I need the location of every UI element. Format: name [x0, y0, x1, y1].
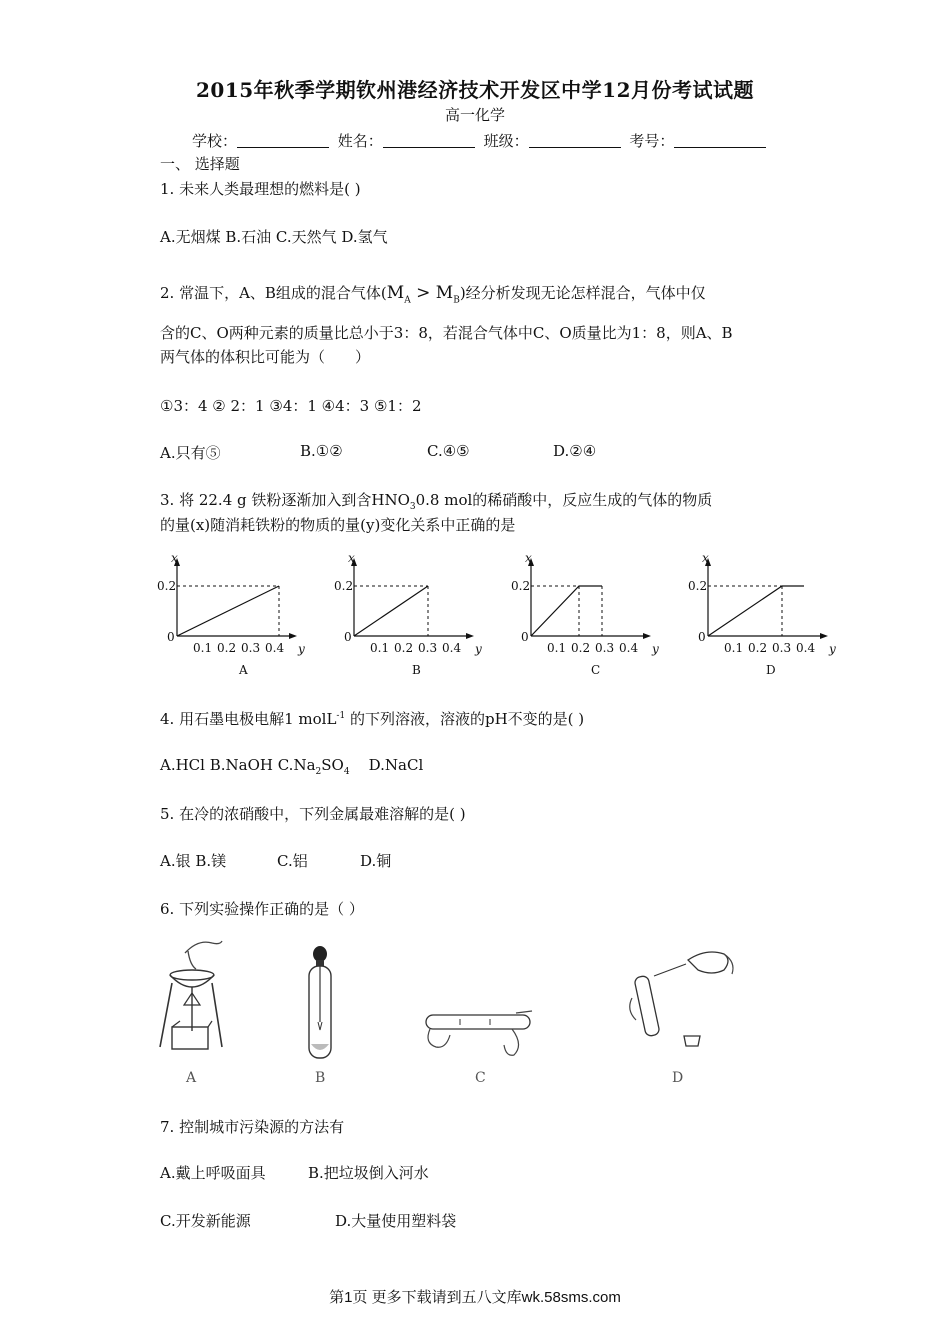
graph-b-origin: 0 [344, 630, 352, 644]
graph-c-y-label: y [652, 642, 659, 656]
question-7-stem: 7. 控制城市污染源的方法有 [160, 1118, 345, 1136]
graph-b-curve [354, 586, 428, 636]
student-info-row [192, 130, 770, 151]
question-7-option-d: D.大量使用塑料袋 [335, 1212, 457, 1230]
graph-b-y-label: y [475, 642, 482, 656]
graph-c-tick-2: 0.2 [571, 641, 591, 655]
question-2-option-b: B.①② [300, 442, 343, 460]
graph-b-tick-3: 0.3 [418, 641, 438, 655]
graph-a-tick-2: 0.2 [217, 641, 237, 655]
graph-d-y-label: y [829, 642, 836, 656]
graph-c-curve [531, 586, 602, 636]
graph-c-tick-1: 0.1 [547, 641, 567, 655]
graph-d-label: D [766, 663, 776, 677]
graph-d-origin: 0 [698, 630, 706, 644]
graph-d-x-label: x [702, 551, 709, 565]
question-7-option-a: A.戴上呼吸面具 [160, 1164, 266, 1182]
graph-a-tick-1: 0.1 [193, 641, 213, 655]
experiment-label-a: A [186, 1070, 197, 1086]
school-label: 学校： [192, 132, 238, 150]
graph-b-x-label: x [348, 551, 355, 565]
graph-c-label: C [591, 663, 601, 677]
graph-a-x-label: x [171, 551, 178, 565]
graph-c-y-arrow [643, 633, 651, 639]
graph-a [155, 550, 335, 680]
question-6-stem: 6. 下列实验操作正确的是（ ） [160, 900, 364, 918]
graph-c-y-tick: 0.2 [511, 579, 531, 593]
graph-b-tick-2: 0.2 [394, 641, 414, 655]
graph-d-tick-2: 0.2 [748, 641, 768, 655]
graph-d-tick-1: 0.1 [724, 641, 744, 655]
graph-a-curve [177, 586, 279, 636]
graph-b-y-arrow [466, 633, 474, 639]
graph-d-curve [708, 586, 804, 636]
graph-c [509, 550, 689, 680]
question-5-stem: 5. 在冷的浓硝酸中，下列金属最难溶解的是( ) [160, 805, 466, 823]
graph-b [332, 550, 512, 680]
graph-c-tick-4: 0.4 [619, 641, 639, 655]
pouring-liquid-illustration [628, 940, 738, 1050]
graph-c-x-label: x [525, 551, 532, 565]
question-5-options-ab: A.银 B.镁 [160, 852, 227, 870]
question-2-option-c: C.④⑤ [427, 442, 470, 460]
question-2-choices: ①3：4 ② 2：1 ③4：1 ④4：3 ⑤1：2 [160, 397, 422, 415]
graph-d-tick-4: 0.4 [796, 641, 816, 655]
question-2-option-a: A.只有⑤ [160, 444, 221, 462]
class-label: 班级： [483, 132, 529, 150]
graph-d-tick-3: 0.3 [772, 641, 792, 655]
graph-b-tick-4: 0.4 [442, 641, 462, 655]
question-2-option-d: D.②④ [553, 442, 597, 460]
question-5-option-d: D.铜 [360, 852, 392, 870]
graph-c-tick-3: 0.3 [595, 641, 615, 655]
question-7-option-c: C.开发新能源 [160, 1212, 251, 1230]
experiment-label-b: B [315, 1070, 326, 1086]
question-5-option-c: C.铝 [277, 852, 308, 870]
graph-a-y-arrow [289, 633, 297, 639]
question-4-stem: 4. 用石墨电极电解1 molL$^{-1}$ 的下列溶液，溶液的pH不变的是( ) [160, 710, 585, 728]
graph-c-svg [509, 550, 689, 680]
name-label: 姓名： [337, 132, 383, 150]
graph-d-y-arrow [820, 633, 828, 639]
graph-b-y-tick: 0.2 [334, 579, 354, 593]
exam-number-label: 考号： [629, 132, 675, 150]
question-1-options: A.无烟煤 B.石油 C.天然气 D.氢气 [160, 228, 388, 246]
graph-d-svg [686, 550, 866, 680]
graph-b-tick-1: 0.1 [370, 641, 390, 655]
experiment-label-c: C [475, 1070, 486, 1086]
page-footer: 第1页 更多下载请到五八文库wk.58sms.com [329, 1289, 621, 1306]
question-1-stem: 1. 未来人类最理想的燃料是( ) [160, 180, 361, 198]
question-2-stem-line3: 两气体的体积比可能为（ ） [160, 348, 371, 366]
graph-d [686, 550, 866, 680]
question-7-option-b: B.把垃圾倒入河水 [308, 1164, 429, 1182]
question-3-stem-line1: 3. 将 22.4 g 铁粉逐渐加入到含$HNO_30.8$ mol的稀硝酸中，反应生成的气体的物质 [160, 491, 713, 512]
question-2-stem-line1: 2. 常温下，A、B组成的混合气体$(M_A > M_B)$经分析发现无论怎样混合，气体中仅 [160, 283, 706, 306]
graph-a-origin: 0 [167, 630, 175, 644]
question-4-options: A.HCl B.NaOH $C.Na_2SO_4$ D.NaCl [160, 756, 424, 777]
experiment-label-d: D [672, 1070, 684, 1086]
heating-test-tube-illustration [420, 1005, 540, 1065]
class-blank[interactable] [529, 133, 621, 148]
exam-number-blank[interactable] [674, 133, 766, 148]
page-title: 2015年秋季学期钦州港经济技术开发区中学12月份考试试题 [196, 78, 754, 102]
graph-a-y-tick: 0.2 [157, 579, 177, 593]
question-3-stem-line2: 的量(x)随消耗铁粉的物质的量(y)变化关系中正确的是 [160, 516, 516, 534]
graph-d-y-tick: 0.2 [688, 579, 708, 593]
name-blank[interactable] [383, 133, 475, 148]
dropper-in-test-tube-illustration [295, 940, 345, 1060]
graph-a-svg [155, 550, 335, 680]
mass-formula: $M_A > M_B$ [386, 283, 460, 306]
graph-a-label: A [239, 663, 248, 677]
graph-b-svg [332, 550, 512, 680]
graph-a-tick-4: 0.4 [265, 641, 285, 655]
school-blank[interactable] [237, 133, 329, 148]
graph-b-label: B [412, 663, 421, 677]
graph-c-origin: 0 [521, 630, 529, 644]
evaporating-dish-illustration [150, 935, 230, 1055]
page-subtitle: 高一化学 [444, 106, 505, 124]
graph-a-y-label: y [298, 642, 305, 656]
section-heading: 一、 选择题 [160, 155, 240, 173]
graph-a-tick-3: 0.3 [241, 641, 261, 655]
question-2-stem-line2: 含的C、O两种元素的质量比总小于3：8，若混合气体中C、O质量比为1：8，则A、B [160, 324, 733, 342]
